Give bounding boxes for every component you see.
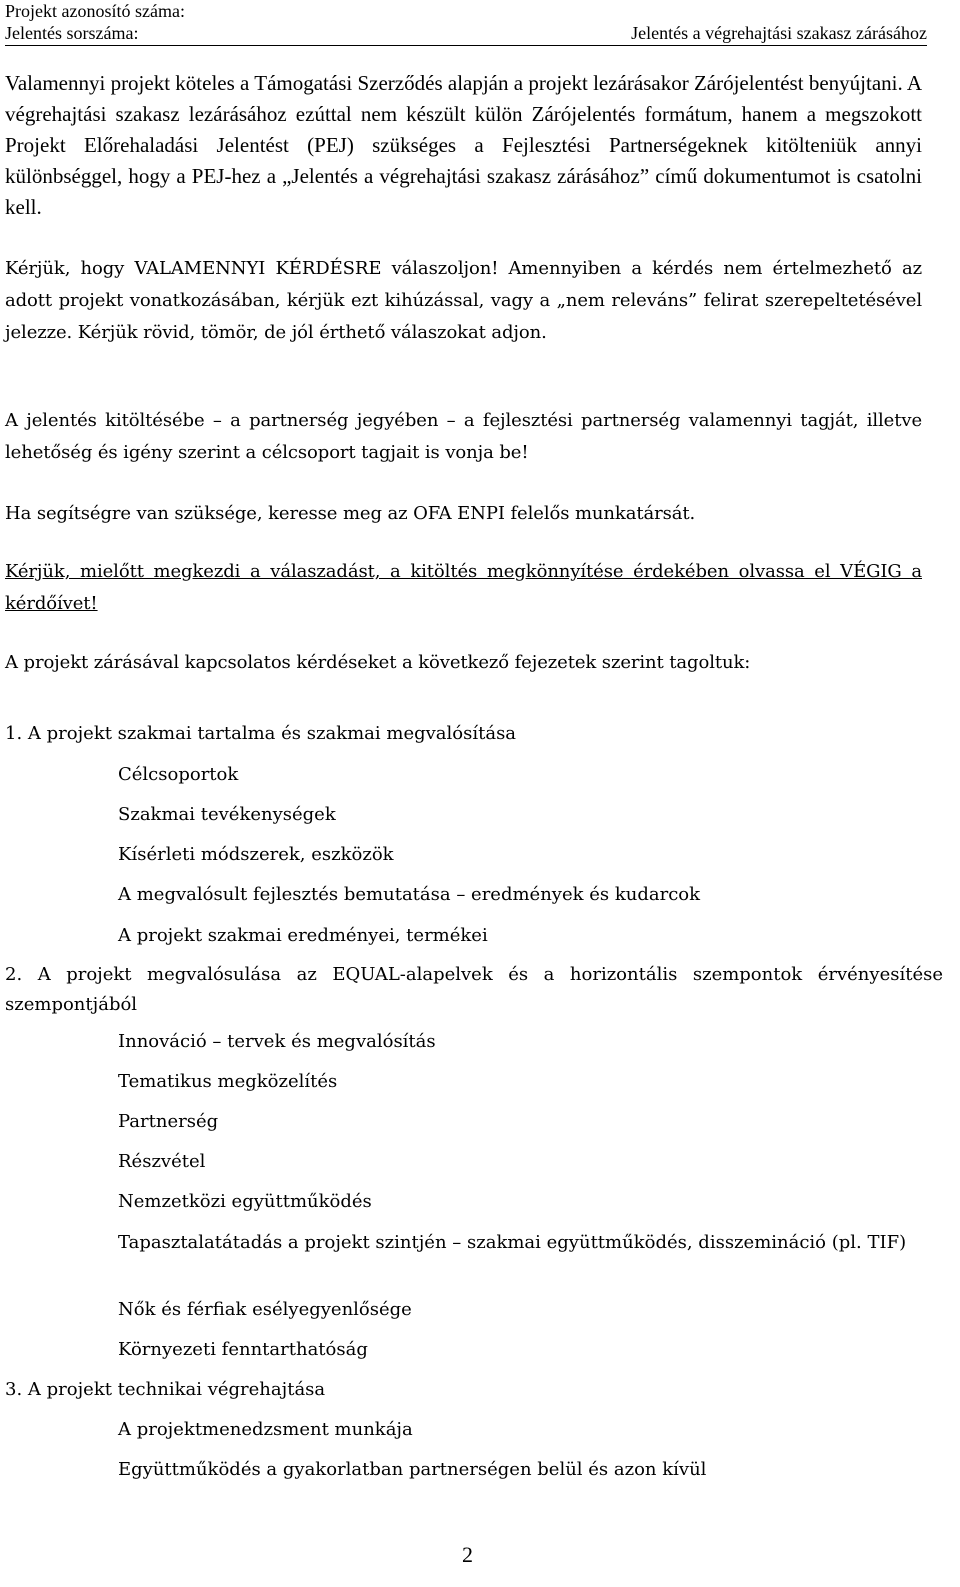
section-1-item: Kísérleti módszerek, eszközök <box>118 844 394 865</box>
header-left <box>5 0 185 44</box>
section-1-title: 1. A projekt szakmai tartalma és szakmai megvalósítása <box>5 723 517 744</box>
page-header <box>5 0 927 46</box>
section-1-item: Célcsoportok <box>118 764 239 785</box>
section-1-item: Szakmai tevékenységek <box>118 804 336 825</box>
section-2-item: Tapasztalatátadás a projekt szintjén – szakmai együttműködés, disszemináció (pl. TIF) <box>118 1232 907 1253</box>
section-2-item: Tematikus megközelítés <box>118 1071 338 1092</box>
section-2-item: Nemzetközi együttműködés <box>118 1191 372 1212</box>
project-id-label: Projekt azonosító száma: <box>5 1 185 21</box>
header-divider <box>5 45 927 46</box>
intro-paragraph-6: A projekt zárásával kapcsolatos kérdéseket a következő fejezetek szerint tagoltuk: <box>5 652 751 673</box>
section-2-item: Részvétel <box>118 1151 206 1172</box>
intro-paragraph-4: Ha segítségre van szüksége, keresse meg az OFA ENPI felelős munkatársát. <box>5 503 696 524</box>
report-number-label: Jelentés sorszáma: <box>5 23 139 43</box>
section-2-item: Nők és férfiak esélyegyenlősége <box>118 1299 412 1320</box>
section-1-item: A projekt szakmai eredményei, termékei <box>118 925 488 946</box>
page-number: 2 <box>462 1542 473 1567</box>
section-3-item: A projektmenedzsment munkája <box>118 1419 413 1440</box>
report-title: Jelentés a végrehajtási szakasz zárásához <box>631 23 927 43</box>
section-3-title: 3. A projekt technikai végrehajtása <box>5 1379 326 1400</box>
section-2-title: 2. A projekt megvalósulása az EQUAL-alapelvek és a horizontális szempontok érvényesítése szempontjából <box>5 964 943 1015</box>
intro-paragraph-5: Kérjük, mielőtt megkezdi a válaszadást, a kitöltés megkönnyítése érdekében olvassa el VÉGIG a kérdőívet! <box>5 561 922 614</box>
intro-paragraph-2: Kérjük, hogy VALAMENNYI KÉRDÉSRE válaszoljon! Amennyiben a kérdés nem értelmezhető az adott projekt vonatkozásában, kérjük ezt kihúzással, vagy a „nem releváns” felirat szerepeltetésével jelezze. Kérjük rövid, tömör, de jól érthető válaszokat adjon. <box>5 258 922 343</box>
section-3-item: Együttműködés a gyakorlatban partnerségen belül és azon kívül <box>118 1459 707 1480</box>
section-2-item: Partnerség <box>118 1111 219 1132</box>
intro-paragraph-3: A jelentés kitöltésébe – a partnerség jegyében – a fejlesztési partnerség valamennyi tagját, illetve lehetőség és igény szerint a célcsoport tagjait is vonja be! <box>5 410 922 463</box>
intro-paragraph-1: Valamennyi projekt köteles a Támogatási Szerződés alapján a projekt lezárásakor Zárójelentést benyújtani. A végrehajtási szakasz lezárásához ezúttal nem készült külön Zárójelentés formátum, hanem a megszokott Projekt Előrehaladási Jelentést (PEJ) szükséges a Fejlesztési Partnerségeknek kitölteniük annyi különbséggel, hogy a PEJ-hez a „Jelentés a végrehajtási szakasz zárásához” című dokumentumot is csatolni kell. <box>5 71 922 219</box>
section-2-item: Környezeti fenntarthatóság <box>118 1339 368 1360</box>
section-2-item: Innováció – tervek és megvalósítás <box>118 1031 436 1052</box>
section-1-item: A megvalósult fejlesztés bemutatása – eredmények és kudarcok <box>118 884 701 905</box>
